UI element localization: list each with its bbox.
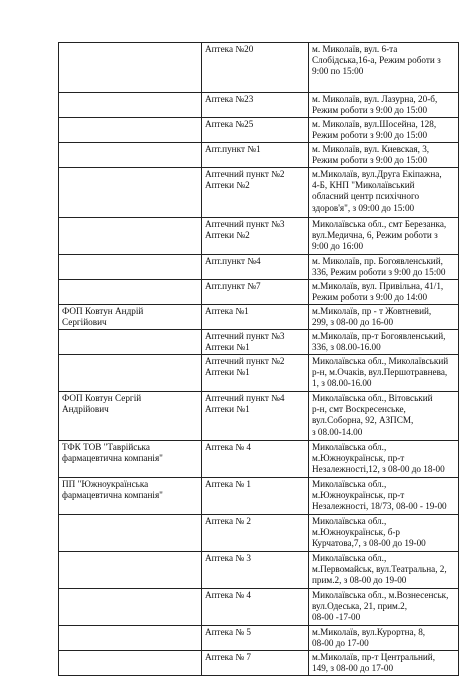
pharmacy-text-line: Аптека №23 xyxy=(205,94,254,104)
address-cell xyxy=(309,43,459,93)
organization-cell xyxy=(59,552,202,589)
address-cell xyxy=(309,589,459,626)
address-cell xyxy=(309,478,459,515)
address-cell xyxy=(309,255,459,280)
pharmacy-text-line: Аптеки №2 xyxy=(205,180,250,191)
address-cell xyxy=(309,93,459,118)
organization-text-line: ФОП Ковтун Сергій xyxy=(62,393,142,403)
pharmacy-text-line: Аптечний пункт №3 xyxy=(205,219,285,229)
address-text-line: Миколаївська обл., м.Вознесенськ, xyxy=(312,590,449,600)
organization-cell xyxy=(59,218,202,255)
organization-cell xyxy=(59,93,202,118)
address-text-line: м. Миколаїв, пр. Богоявленський, xyxy=(312,256,443,266)
address-text-line: 9:00 до 16:00 xyxy=(312,241,364,252)
pharmacy-cell xyxy=(202,589,309,626)
table-row xyxy=(59,168,459,218)
organization-cell xyxy=(59,43,202,93)
address-cell xyxy=(309,330,459,355)
address-cell xyxy=(309,515,459,552)
table-row xyxy=(59,515,459,552)
address-text-line: 1, з 08.00-16.00 xyxy=(312,378,372,389)
address-text-line: м.Южноукраїнськ, пр-т xyxy=(312,490,405,501)
pharmacy-text-line: Аптеки №1 xyxy=(205,404,250,415)
address-text-line: м. Миколаїв, вул. Киевская, 3, xyxy=(312,144,430,154)
address-text-line: вул.Соборна, 92, АЗПСМ, xyxy=(312,415,414,426)
address-text-line: Миколаївська обл., Вітовський xyxy=(312,393,433,403)
pharmacy-cell xyxy=(202,168,309,218)
pharmacy-cell xyxy=(202,255,309,280)
address-text-line: Незалежності,12, з 08-00 до 18-00 xyxy=(312,464,445,475)
organization-cell xyxy=(59,392,202,441)
address-text-line: Миколаївська обл., смт Березанка, xyxy=(312,219,447,229)
address-text-line: м.Миколаїв, вул.Курортна, 8, xyxy=(312,627,426,637)
pharmacy-text-line: Аптечний пункт №4 xyxy=(205,393,285,403)
organization-cell xyxy=(59,118,202,143)
pharmacy-table-body xyxy=(59,43,459,676)
address-text-line: 9:00 по 15:00 xyxy=(312,66,364,77)
pharmacy-cell xyxy=(202,515,309,552)
organization-cell xyxy=(59,355,202,392)
pharmacy-text-line: Апт.пункт №1 xyxy=(205,144,261,154)
pharmacy-cell xyxy=(202,43,309,93)
table-row xyxy=(59,330,459,355)
address-text-line: Миколаївська обл., xyxy=(312,516,387,526)
pharmacy-text-line: Аптека № 4 xyxy=(205,442,252,452)
pharmacy-text-line: Аптека № 4 xyxy=(205,590,252,600)
address-cell xyxy=(309,218,459,255)
organization-cell xyxy=(59,589,202,626)
address-text-line: Режим роботи з 9:00 до 15:00 xyxy=(312,105,428,116)
pharmacy-text-line: Аптека № 7 xyxy=(205,652,252,662)
address-text-line: м. Миколаїв, вул.Шосейна, 128, xyxy=(312,119,437,129)
address-text-line: вул.Одеська, 21, прим.2, xyxy=(312,601,408,612)
address-text-line: Режим роботи з 9:00 до 15:00 xyxy=(312,130,428,141)
address-cell xyxy=(309,168,459,218)
organization-cell xyxy=(59,478,202,515)
address-text-line: м.Первомайськ, вул.Театральна, 2, xyxy=(312,564,447,575)
address-cell xyxy=(309,651,459,676)
address-cell xyxy=(309,441,459,478)
organization-cell xyxy=(59,305,202,330)
pharmacy-text-line: Аптека №20 xyxy=(205,44,254,54)
table-row xyxy=(59,118,459,143)
pharmacy-cell xyxy=(202,305,309,330)
address-cell xyxy=(309,143,459,168)
pharmacy-text-line: Аптека № 5 xyxy=(205,627,252,637)
address-text-line: м.Миколаїв, вул.Друга Екіпажна, xyxy=(312,169,442,179)
organization-text-line: Сергійович xyxy=(62,317,107,328)
table-row xyxy=(59,441,459,478)
pharmacy-text-line: Аптечний пункт №2 xyxy=(205,356,285,366)
address-text-line: м.Миколаїв, пр - т Жовтневий, xyxy=(312,306,432,316)
pharmacy-text-line: Аптека № 3 xyxy=(205,553,252,563)
address-text-line: з 08.00-14.00 xyxy=(312,426,363,437)
pharmacy-cell xyxy=(202,651,309,676)
address-text-line: Курчатова,7, з 08-00 до 19-00 xyxy=(312,538,426,549)
table-row xyxy=(59,255,459,280)
address-text-line: м.Южноукраїнськ, пр-т xyxy=(312,453,405,464)
address-text-line: Миколаївська обл., xyxy=(312,553,387,563)
address-cell xyxy=(309,305,459,330)
table-row xyxy=(59,392,459,441)
organization-cell xyxy=(59,651,202,676)
pharmacy-cell xyxy=(202,441,309,478)
organization-text-line: Андрійович xyxy=(62,404,109,415)
address-text-line: 4-Б, КНП "Миколаївський xyxy=(312,180,415,191)
table-row xyxy=(59,355,459,392)
pharmacy-text-line: Аптека №1 xyxy=(205,306,249,316)
organization-cell xyxy=(59,330,202,355)
table-row xyxy=(59,280,459,305)
organization-text-line: фармацевтична компанія" xyxy=(62,453,163,464)
address-text-line: обласний центр психічного xyxy=(312,191,420,202)
address-text-line: прим.2, з 08-00 до 19-00 xyxy=(312,575,407,586)
address-text-line: р-н, смт Воскресенське, xyxy=(312,404,406,415)
organization-cell xyxy=(59,280,202,305)
pharmacy-text-line: Аптека № 2 xyxy=(205,516,252,526)
address-text-line: м.Южноукраїнськ, б-р xyxy=(312,527,401,538)
table-row xyxy=(59,218,459,255)
pharmacy-cell xyxy=(202,93,309,118)
address-cell xyxy=(309,280,459,305)
pharmacy-text-line: Аптека № 1 xyxy=(205,479,252,489)
organization-text-line: фармацевтична компанія" xyxy=(62,490,163,501)
address-text-line: Режим роботи з 9:00 до 15:00 xyxy=(312,155,428,166)
address-text-line: 336, з 08.00-16.00 xyxy=(312,342,381,353)
address-cell xyxy=(309,118,459,143)
organization-cell xyxy=(59,255,202,280)
organization-text-line: ФОП Ковтун Андрій xyxy=(62,306,144,316)
pharmacy-table xyxy=(58,42,459,676)
pharmacy-text-line: Аптечний пункт №2 xyxy=(205,169,285,179)
pharmacy-cell xyxy=(202,355,309,392)
address-text-line: здоров'я", з 09:00 до 15:00 xyxy=(312,202,415,213)
organization-cell xyxy=(59,168,202,218)
table-row xyxy=(59,305,459,330)
address-text-line: Миколаївська обл., xyxy=(312,479,387,489)
address-text-line: м. Миколаїв, вул. Лазурна, 20-б, xyxy=(312,94,438,104)
pharmacy-text-line: Аптечний пункт №3 xyxy=(205,331,285,341)
pharmacy-cell xyxy=(202,330,309,355)
pharmacy-cell xyxy=(202,218,309,255)
pharmacy-cell xyxy=(202,478,309,515)
address-text-line: м.Миколаїв, пр-т Богоявленський, xyxy=(312,331,446,341)
table-row xyxy=(59,93,459,118)
table-row xyxy=(59,43,459,93)
pharmacy-cell xyxy=(202,280,309,305)
address-text-line: м.Миколаїв, пр-т Центральний, xyxy=(312,652,436,662)
pharmacy-cell xyxy=(202,143,309,168)
pharmacy-cell xyxy=(202,392,309,441)
organization-cell xyxy=(59,626,202,651)
address-text-line: Миколаївська обл., xyxy=(312,442,387,452)
table-row xyxy=(59,552,459,589)
address-text-line: Режим роботи з 9:00 до 14:00 xyxy=(312,292,428,303)
pharmacy-text-line: Апт.пункт №7 xyxy=(205,281,261,291)
address-text-line: м.Миколаїв, вул. Привільна, 41/1, xyxy=(312,281,444,291)
organization-cell xyxy=(59,441,202,478)
pharmacy-text-line: Аптеки №2 xyxy=(205,230,250,241)
address-text-line: вул.Медична, 6, Режим роботи з xyxy=(312,230,438,241)
address-text-line: 149, з 08-00 до 17-00 xyxy=(312,663,394,674)
address-cell xyxy=(309,355,459,392)
address-text-line: 336, Режим роботи з 9:00 до 15:00 xyxy=(312,267,446,278)
table-row xyxy=(59,478,459,515)
address-cell xyxy=(309,552,459,589)
address-text-line: 299, з 08-00 до 16-00 xyxy=(312,317,394,328)
pharmacy-cell xyxy=(202,118,309,143)
pharmacy-cell xyxy=(202,626,309,651)
address-text-line: Миколаївська обл., Миколаївський xyxy=(312,356,449,366)
address-text-line: м. Миколаїв, вул. 6-та xyxy=(312,44,398,54)
pharmacy-cell xyxy=(202,552,309,589)
address-text-line: 08-00 -17-00 xyxy=(312,612,361,623)
address-text-line: 08-00 до 17-00 xyxy=(312,638,369,649)
organization-text-line: ПП "Южноукраїнська xyxy=(62,479,149,489)
address-text-line: Незалежності, 18/73, 08-00 - 19-00 xyxy=(312,501,447,512)
pharmacy-text-line: Апт.пункт №4 xyxy=(205,256,261,266)
pharmacy-text-line: Аптеки №1 xyxy=(205,342,250,353)
address-cell xyxy=(309,626,459,651)
organization-cell xyxy=(59,515,202,552)
address-cell xyxy=(309,392,459,441)
address-text-line: р-н, м.Очаків, вул.Першотравнева, xyxy=(312,367,448,378)
pharmacy-text-line: Аптеки №1 xyxy=(205,367,250,378)
table-row xyxy=(59,143,459,168)
table-row xyxy=(59,589,459,626)
organization-cell xyxy=(59,143,202,168)
table-row xyxy=(59,626,459,651)
pharmacy-text-line: Аптека №25 xyxy=(205,119,254,129)
table-row xyxy=(59,651,459,676)
address-text-line: Слобідська,16-а, Режим роботи з xyxy=(312,55,441,66)
organization-text-line: ТФК ТОВ "Таврійська xyxy=(62,442,150,452)
